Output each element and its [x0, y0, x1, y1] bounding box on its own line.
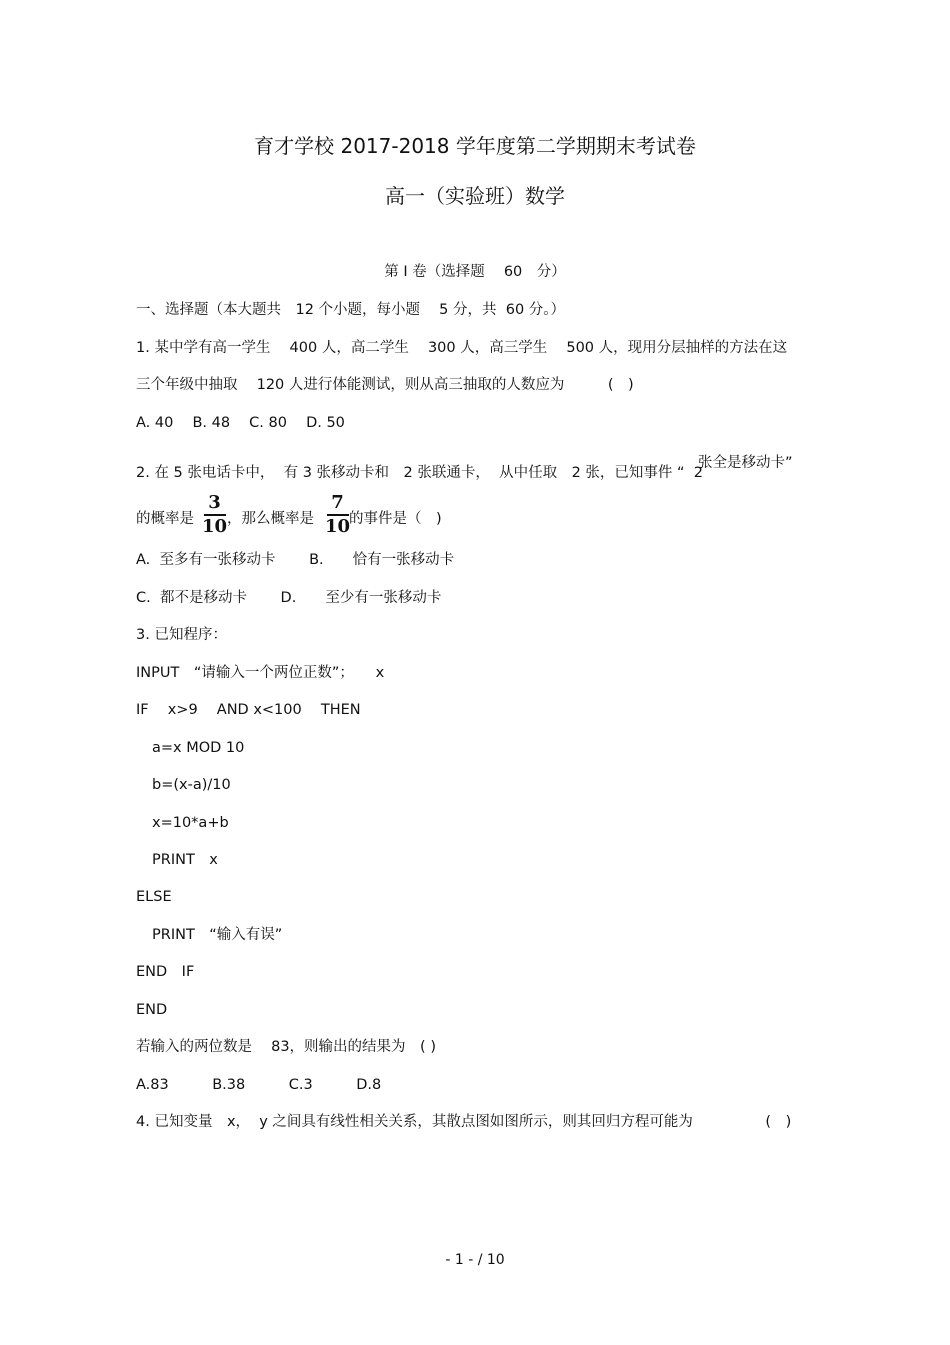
- fraction-denominator: 10: [202, 516, 228, 537]
- fraction-numerator: 3: [208, 492, 221, 513]
- question-3-question: 若输入的两位数是 83，则输出的结果为 ( ): [136, 1039, 436, 1055]
- code-line: END: [136, 1002, 168, 1018]
- code-line: b=(x-a)/10: [152, 777, 231, 793]
- question-2-options-cd: C. 都不是移动卡 D. 至少有一张移动卡: [136, 590, 442, 606]
- question-2-prob-suffix: 的事件是（ ): [349, 511, 442, 527]
- question-1-line-1: 1. 某中学有高一学生 400 人，高二学生 300 人，高三学生 500 人，现用分层抽样的方法在这: [136, 340, 788, 356]
- code-line: INPUT “请输入一个两位正数”； x: [136, 665, 385, 681]
- code-line: a=x MOD 10: [152, 740, 245, 756]
- fraction-numerator: 7: [331, 492, 344, 513]
- code-line: ELSE: [136, 889, 172, 905]
- question-2-prob-mid: ，那么概率是: [227, 511, 314, 527]
- question-2-line-1: 2. 在 5 张电话卡中， 有 3 张移动卡和 2 张联通卡， 从中任取 2 张，已知事件 “ 2: [136, 465, 703, 481]
- question-4-line-1: 4. 已知变量 x， y 之间具有线性相关关系，其散点图如图所示，则其回归方程可能为 ( ): [136, 1114, 792, 1130]
- question-1-options: A. 40 B. 48 C. 80 D. 50: [136, 415, 345, 431]
- code-line: END IF: [136, 964, 195, 980]
- page-number: - 1 - / 10: [445, 1252, 505, 1268]
- fraction-seven-tenths: [325, 493, 350, 537]
- question-2-prob-prefix: 的概率是: [136, 511, 194, 527]
- code-line: PRINT “输入有误”: [152, 927, 283, 943]
- question-1-line-2: 三个年级中抽取 120 人进行体能测试，则从高三抽取的人数应为 ( ): [136, 377, 634, 393]
- question-2-options-ab: A. 至多有一张移动卡 B. 恰有一张移动卡: [136, 552, 455, 568]
- fraction-denominator: 10: [325, 516, 351, 537]
- exam-title: 育才学校 2017-2018 学年度第二学期期末考试卷: [254, 134, 696, 158]
- code-line: PRINT x: [152, 852, 218, 868]
- volume-heading: 第 I 卷（选择题 60 分）: [384, 264, 566, 280]
- question-3-options: A.83 B.38 C.3 D.8: [136, 1077, 382, 1093]
- code-line: x=10*a+b: [152, 815, 229, 831]
- code-line: IF x>9 AND x<100 THEN: [136, 702, 361, 718]
- fraction-three-tenths: [202, 493, 227, 537]
- exam-subtitle: 高一（实验班）数学: [385, 184, 565, 208]
- section-heading: 一、选择题（本大题共 12 个小题，每小题 5 分，共 60 分。）: [136, 302, 566, 318]
- question-3-intro: 3. 已知程序：: [136, 627, 227, 643]
- question-2-line-1-tail: 张全是移动卡”: [698, 455, 793, 471]
